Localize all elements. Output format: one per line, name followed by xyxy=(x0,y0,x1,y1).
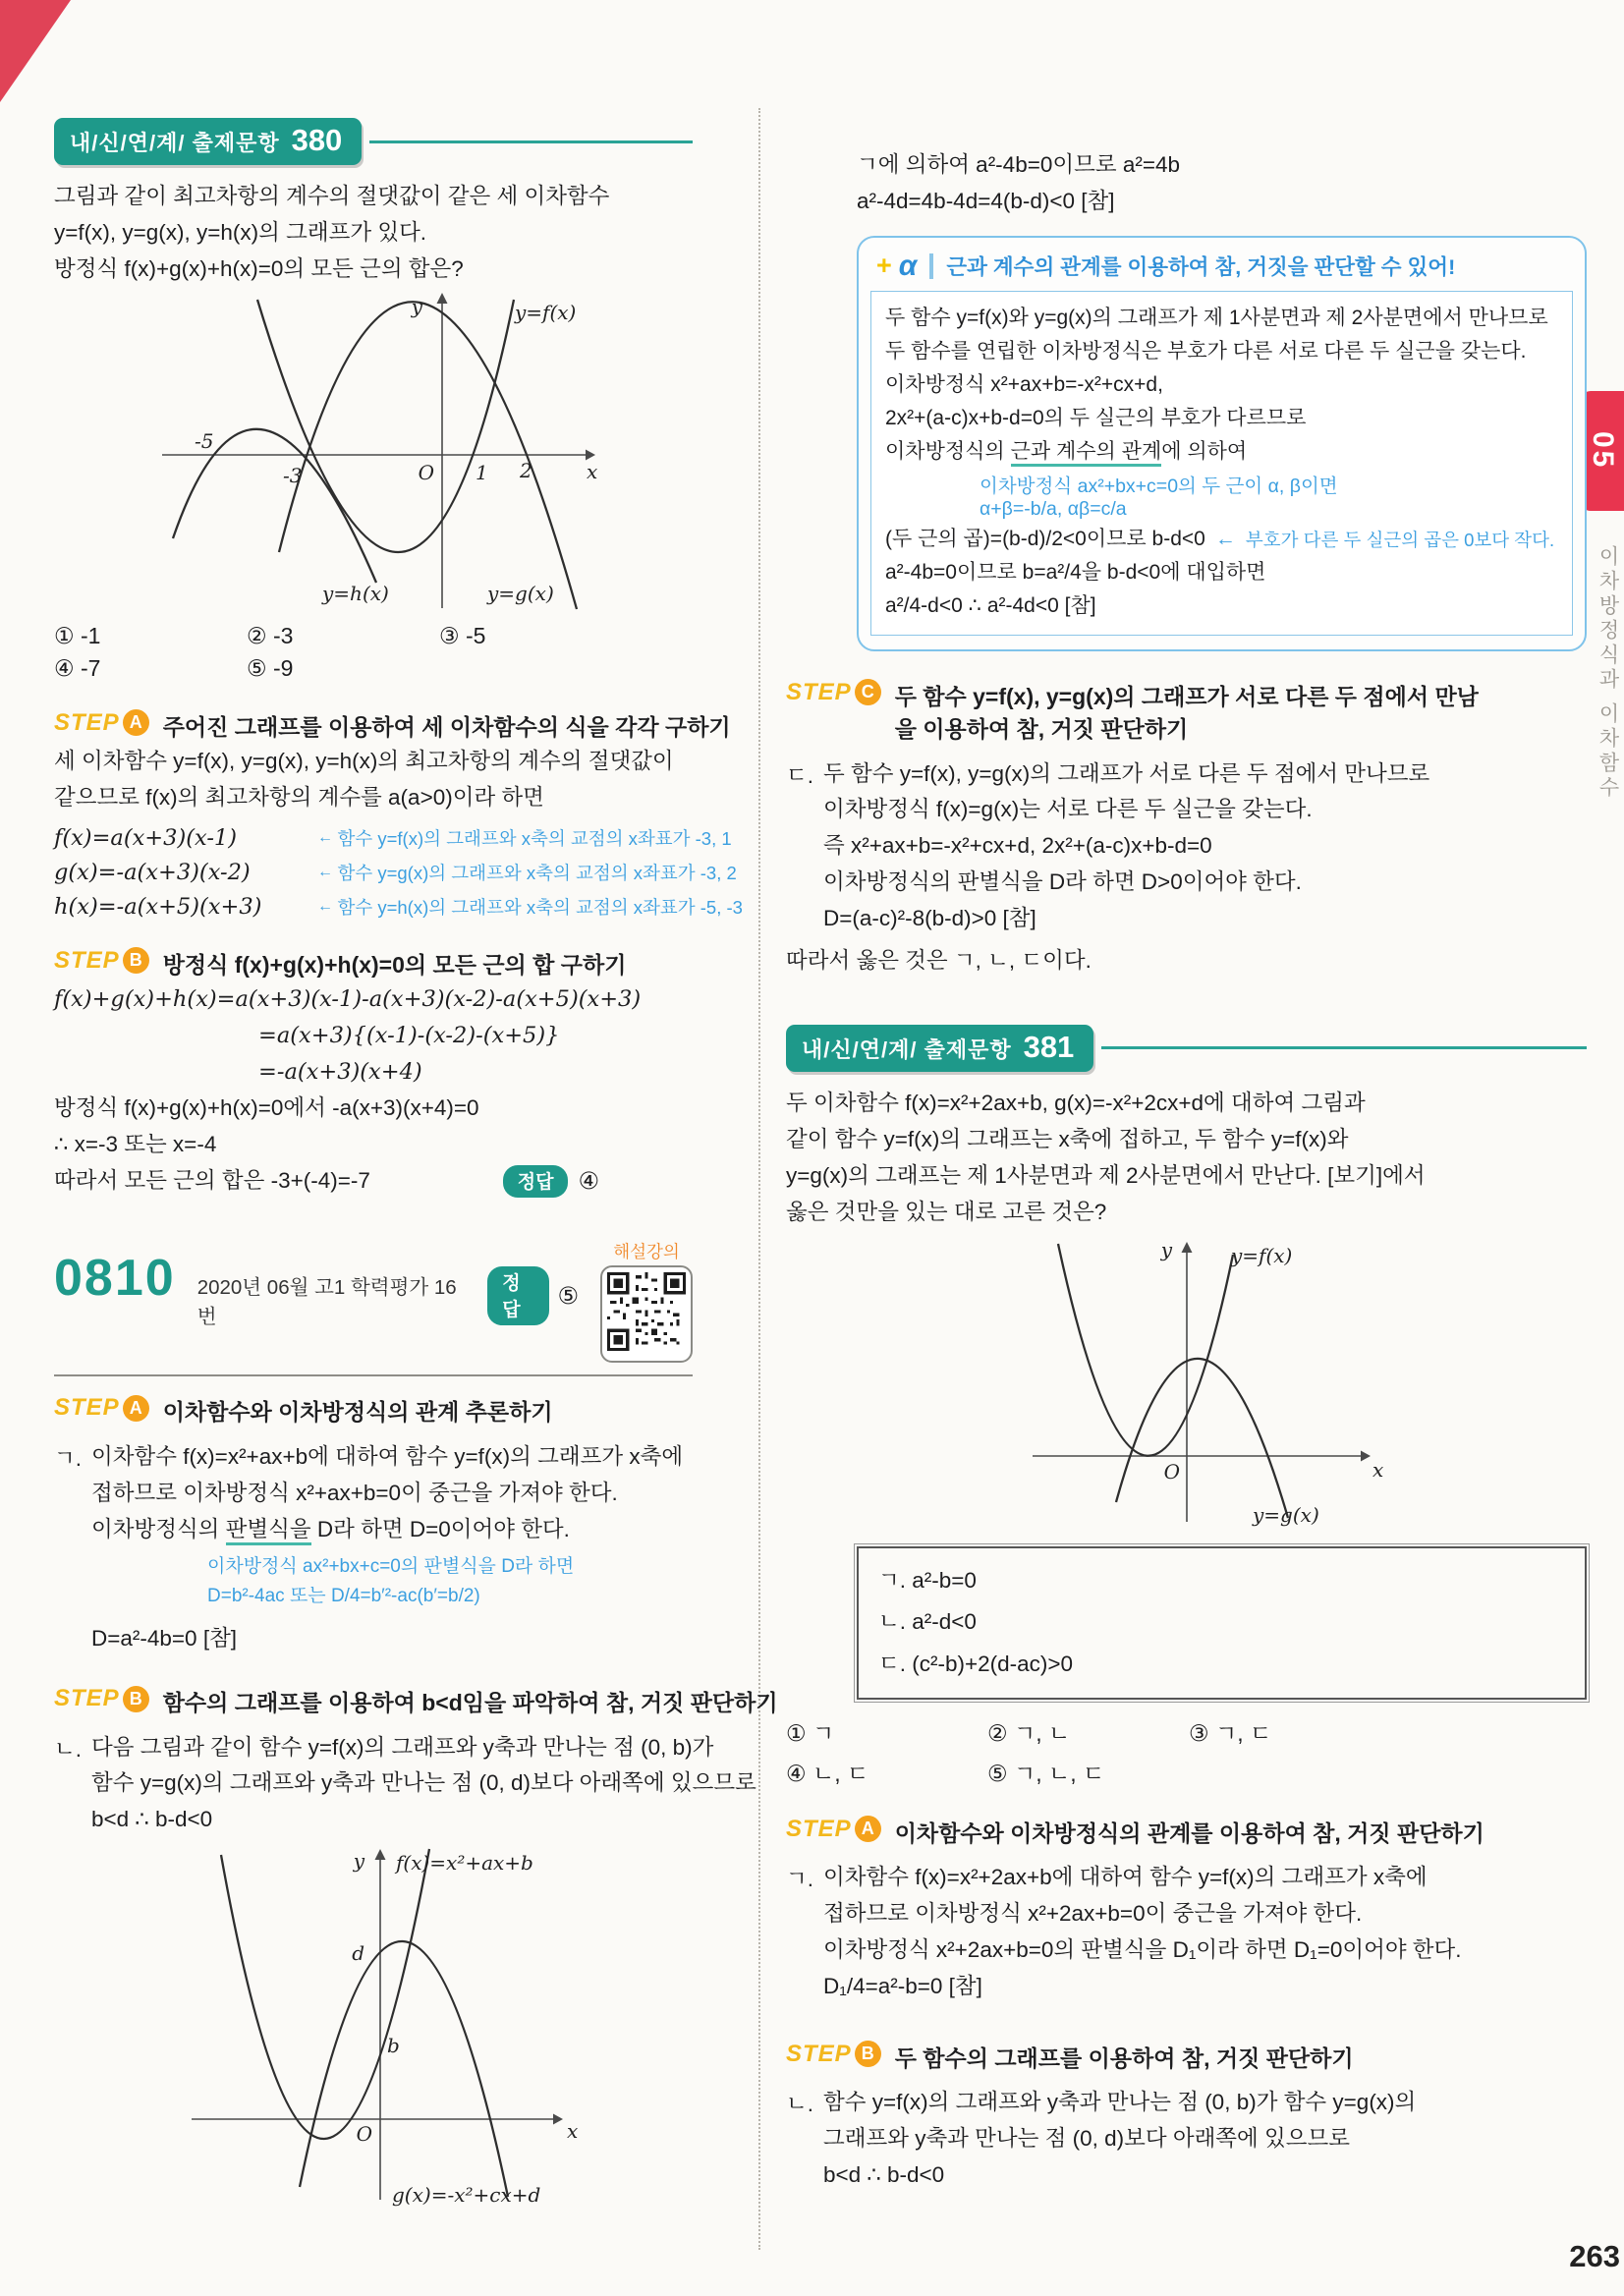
solution-line xyxy=(91,1512,693,1548)
tip-line: 2x²+(a-c)x+b-d=0의 두 실근의 부호가 다르므로 xyxy=(885,406,1307,429)
problem-380-header xyxy=(54,118,693,165)
step-badge xyxy=(54,709,149,737)
step-c xyxy=(786,679,1587,747)
step-a-380 xyxy=(54,708,731,744)
solution-line: 접하므로 이차방정식 x²+ax+b=0이 중근을 가져야 한다. xyxy=(91,1480,618,1505)
y-axis-label: y xyxy=(411,294,422,318)
item-marker: ㄷ. xyxy=(786,762,813,788)
alpha-icon: α xyxy=(898,249,918,282)
qr-code xyxy=(607,1272,686,1351)
column-divider xyxy=(758,108,760,2250)
equation-row-f xyxy=(54,824,732,851)
curve-g xyxy=(1116,1358,1288,1517)
figure-0810 xyxy=(54,1844,693,2217)
step-title: 이차함수와 이차방정식의 관계 추론하기 xyxy=(162,1399,553,1426)
solution-line: b<d ∴ b-d<0 xyxy=(91,1807,213,1832)
step-letter-icon: B xyxy=(123,1686,149,1712)
problem-380-statement xyxy=(54,179,693,288)
choices-380-row2 xyxy=(54,655,693,682)
solution-line: 세 이차함수 y=f(x), y=g(x), y=h(x)의 최고차항의 계수의 절댓값이 xyxy=(54,749,674,774)
badge-rule xyxy=(369,140,693,143)
b-label: b xyxy=(387,2034,400,2058)
choices-380-row1 xyxy=(54,623,693,649)
curve-g xyxy=(300,1941,508,2197)
tip-line: 두 함수를 연립한 이차방정식은 부호가 다른 서로 다른 두 실근을 갖는다. xyxy=(885,339,1527,363)
step-a-0810 xyxy=(54,1394,693,1428)
solution-line: 방정식 f(x)+g(x)+h(x)=0에서 -a(x+3)(x+4)=0 xyxy=(54,1094,479,1120)
equation-row-g xyxy=(54,859,737,885)
step-b-381 xyxy=(786,2041,1587,2075)
plus-alpha-header xyxy=(870,248,1573,291)
item-digeut xyxy=(786,756,1587,937)
step-word: STEP xyxy=(54,1394,120,1422)
left-arrow-icon: ← xyxy=(1214,527,1236,550)
statement-line: 두 이차함수 f(x)=x²+2ax+b, g(x)=-x²+2cx+d에 대하여 그림과 xyxy=(786,1090,1366,1115)
item-body xyxy=(823,756,1587,937)
problem-0810-header xyxy=(54,1242,693,1363)
equation-h: h(x)=-a(x+5)(x+3) xyxy=(54,893,262,920)
curve-f-label: f(x)=x²+ax+b xyxy=(396,1851,533,1876)
answer-pill: 정답 xyxy=(503,1165,569,1198)
solution-line: 즉 x²+ax+b=-x²+cx+d, 2x²+(a-c)x+b-d=0 xyxy=(823,833,1212,859)
item-body xyxy=(91,1730,756,1839)
blue-note-line: 이차방정식 ax²+bx+c=0의 두 근이 α, β이면 xyxy=(980,475,1338,497)
statement-line: y=f(x), y=g(x), y=h(x)의 그래프가 있다. xyxy=(54,219,427,245)
solution-line: =a(x+3){(x-1)-(x-2)-(x+5)} xyxy=(258,1023,560,1049)
origin-label: O xyxy=(418,460,434,484)
chapter-tab xyxy=(1581,391,1624,511)
answer-0810 xyxy=(487,1266,579,1325)
tick-1: 1 xyxy=(476,460,488,484)
item-marker: ㄴ. xyxy=(786,2092,813,2116)
solution-line: ㄱ에 의하여 a²-4b=0이므로 a²=4b xyxy=(857,152,1180,177)
page-corner-decoration xyxy=(0,0,71,102)
item-marker: ㄴ. xyxy=(54,1736,82,1762)
qr-block xyxy=(600,1239,693,1363)
tick-minus5: -5 xyxy=(195,428,214,453)
choice-1: ① ㄱ xyxy=(786,1719,835,1746)
curve-f xyxy=(257,300,514,552)
left-arrow-icon: ← xyxy=(317,897,333,915)
equation-note: 함수 y=f(x)의 그래프와 x축의 교점의 x좌표가 -3, 1 xyxy=(337,827,732,849)
plus-icon: + xyxy=(876,251,892,281)
item-nieun xyxy=(786,2085,1587,2194)
solution-line: 이차방정식 x²+2ax+b=0의 판별식을 D₁이라 하면 D₁=0이어야 한다. xyxy=(823,1936,1462,1962)
continued-solution xyxy=(857,147,1587,220)
blue-note-line: 이차방정식 ax²+bx+c=0의 판별식을 D라 하면 xyxy=(207,1555,575,1577)
item-giyeok xyxy=(54,1439,693,1657)
tip-line xyxy=(885,435,1558,469)
solution-line: 이차방정식의 판별식을 D라 하면 D>0이어야 한다. xyxy=(823,869,1302,895)
graph-380 xyxy=(147,288,599,612)
statement-line: y=g(x)의 그래프는 제 1사분면과 제 2사분면에서 만난다. [보기]에서 xyxy=(786,1162,1426,1188)
badge-rule xyxy=(1101,1046,1587,1049)
item-body xyxy=(91,1439,693,1657)
origin-label: O xyxy=(1163,1459,1180,1484)
solution-line: b<d ∴ b-d<0 xyxy=(823,2161,945,2187)
qr-frame xyxy=(600,1265,693,1363)
line-part: D라 하면 D=0이어야 한다. xyxy=(310,1516,570,1541)
origin-label: O xyxy=(356,2122,372,2147)
blue-note xyxy=(91,1552,693,1612)
statement-line: 옳은 것만을 있는 대로 고른 것은? xyxy=(786,1199,1107,1224)
step-a-381 xyxy=(786,1816,1587,1850)
tip-title: 근과 계수의 관계를 이용하여 참, 거짓을 판단할 수 있어! xyxy=(946,255,1456,280)
statement-line: 같이 함수 y=f(x)의 그래프는 x축에 접하고, 두 함수 y=f(x)와 xyxy=(786,1126,1349,1151)
x-axis-arrow xyxy=(1361,1450,1371,1461)
equation-g: g(x)=-a(x+3)(x-2) xyxy=(54,859,251,885)
step-title: 이차함수와 이차방정식의 관계를 이용하여 참, 거짓 판단하기 xyxy=(894,1820,1484,1846)
tip-line: 두 함수 y=f(x)와 y=g(x)의 그래프가 제 1사분면과 제 2사분면에서 만나므로 xyxy=(885,306,1548,329)
problem-source: 2020년 06월 고1 학력평가 16번 xyxy=(196,1276,457,1329)
blue-note-line: D=b²-4ac 또는 D/4=b′²-ac(b′=b/2) xyxy=(207,1585,480,1606)
step-title: 함수의 그래프를 이용하여 b<d임을 파악하여 참, 거짓 판단하기 xyxy=(162,1690,778,1716)
equation-row-h xyxy=(54,893,743,920)
step-word: STEP xyxy=(54,946,120,974)
choice-3: ③ ㄱ, ㄷ xyxy=(1189,1719,1272,1746)
tip-line: (두 근의 곱)=(b-d)/2<0이므로 b-d<0 xyxy=(885,527,1205,550)
step-word: STEP xyxy=(786,2040,852,2067)
choice-2: ② ㄱ, ㄴ xyxy=(987,1719,1071,1746)
solution-line: D₁/4=a²-b=0 [참] xyxy=(823,1973,982,1998)
tip-line: 이차방정식 x²+ax+b=-x²+cx+d, xyxy=(885,372,1163,396)
solution-line: 따라서 모든 근의 합은 -3+(-4)=-7 xyxy=(54,1167,370,1193)
equation-f: f(x)=a(x+3)(x-1) xyxy=(54,824,238,851)
problem-number: 0810 xyxy=(54,1250,176,1308)
y-axis-arrow xyxy=(437,293,448,304)
qr-label: 해설강의 xyxy=(613,1242,680,1262)
step-letter-icon: A xyxy=(855,1816,881,1842)
tip-line-with-note xyxy=(885,523,1558,556)
step-b-0810 xyxy=(54,1685,778,1719)
step-word: STEP xyxy=(786,1815,852,1842)
choices-381-row2 xyxy=(786,1756,1587,1788)
x-axis-label: x xyxy=(567,2119,579,2144)
solution-line: 그래프와 y축과 만나는 점 (0, d)보다 아래쪽에 있으므로 xyxy=(823,2125,1350,2151)
step-b-380 xyxy=(54,947,693,981)
step-badge xyxy=(54,1685,149,1712)
tick-2: 2 xyxy=(520,458,532,482)
solution-line: D=a²-4b=0 [참] xyxy=(91,1626,238,1652)
problem-381-header xyxy=(786,1025,1587,1072)
boki-line: ㄴ. a²-d<0 xyxy=(878,1609,977,1635)
step-title-line: 두 함수 y=f(x), y=g(x)의 그래프가 서로 다른 두 점에서 만남 xyxy=(894,683,1479,709)
plus-alpha-box xyxy=(857,236,1587,651)
blue-note-line: α+β=-b/a, αβ=c/a xyxy=(980,497,1127,520)
step-badge xyxy=(786,2041,881,2068)
y-axis-arrow xyxy=(1181,1242,1192,1253)
step-word: STEP xyxy=(786,678,852,705)
figure-380 xyxy=(54,288,693,617)
vertical-bar xyxy=(929,253,933,279)
line-part: 에 의하여 xyxy=(1161,439,1248,463)
choice-4: ④ -7 xyxy=(54,654,101,681)
problem-380-badge xyxy=(54,118,362,165)
boki-box xyxy=(857,1546,1587,1700)
tip-body xyxy=(870,291,1573,636)
left-column xyxy=(54,118,778,2217)
solution-line: 같으므로 f(x)의 최고차항의 계수를 a(a>0)이라 하면 xyxy=(54,784,544,810)
item-nieun xyxy=(54,1730,756,1839)
step-title xyxy=(895,679,1479,747)
x-axis-arrow xyxy=(586,449,595,460)
y-axis-label: y xyxy=(1160,1237,1172,1261)
x-axis-label: x xyxy=(1372,1457,1383,1482)
step-letter-icon: A xyxy=(123,1395,149,1422)
badge-label: 내/신/연/계/ 출제문항 xyxy=(70,131,280,155)
underlined-term: 근과 계수의 관계 xyxy=(1011,440,1162,467)
item-body xyxy=(823,1860,1587,2005)
tick-minus3: -3 xyxy=(283,463,303,487)
step-title-line: 을 이용하여 참, 거짓 판단하기 xyxy=(894,716,1189,743)
solution-line: =-a(x+3)(x+4) xyxy=(258,1058,422,1085)
step-word: STEP xyxy=(54,708,120,736)
choice-4: ④ ㄴ, ㄷ xyxy=(786,1760,869,1786)
boki-line: ㄷ. (c²-b)+2(d-ac)>0 xyxy=(878,1652,1074,1676)
y-axis-label: y xyxy=(353,1849,364,1874)
tip-line: a²-4b=0이므로 b=a²/4을 b-d<0에 대입하면 xyxy=(885,560,1266,584)
solution-line: 이차함수 f(x)=x²+2ax+b에 대하여 함수 y=f(x)의 그래프가 x축에 xyxy=(823,1865,1428,1890)
solution-line: 이차방정식 f(x)=g(x)는 서로 다른 두 실근을 갖는다. xyxy=(823,797,1313,822)
step-badge xyxy=(786,1816,881,1843)
equation-note: 함수 y=h(x)의 그래프와 x축의 교점의 x좌표가 -5, -3 xyxy=(337,896,743,918)
section-rule xyxy=(54,1374,693,1376)
solution-line: D=(a-c)²-8(b-d)>0 [참] xyxy=(823,906,1036,931)
step-title: 방정식 f(x)+g(x)+h(x)=0의 모든 근의 합 구하기 xyxy=(162,951,627,978)
curve-g-label: y=g(x) xyxy=(1252,1502,1319,1527)
line-part: 이차방정식의 xyxy=(91,1516,226,1541)
step-word: STEP xyxy=(54,1685,120,1712)
tip-line: a²/4-d<0 ∴ a²-4d<0 [참] xyxy=(885,593,1096,617)
left-arrow-icon: ← xyxy=(317,828,333,846)
solution-line: 두 함수 y=f(x), y=g(x)의 그래프가 서로 다른 두 점에서 만나므로 xyxy=(823,760,1430,786)
answer-value: ④ xyxy=(578,1168,599,1196)
equation-note: 함수 y=g(x)의 그래프와 x축의 교점의 x좌표가 -3, 2 xyxy=(337,862,737,883)
problem-381-statement xyxy=(786,1086,1587,1231)
step-badge xyxy=(54,1394,149,1422)
page-number: 263 xyxy=(1569,2239,1620,2273)
curve-h-label: y=h(x) xyxy=(322,581,389,605)
curve-g-label: y=g(x) xyxy=(487,581,554,605)
choices-381-row1 xyxy=(786,1715,1587,1748)
item-marker: ㄱ. xyxy=(786,1867,813,1892)
graph-0810 xyxy=(162,1844,585,2212)
solution-line: ∴ x=-3 또는 x=-4 xyxy=(54,1131,217,1156)
curve-f xyxy=(221,1849,429,2139)
y-axis-arrow xyxy=(375,1849,386,1860)
solution-line: 함수 y=g(x)의 그래프와 y축과 만나는 점 (0, d)보다 아래쪽에 있으므로 xyxy=(91,1770,756,1796)
solution-line: 함수 y=f(x)의 그래프와 y축과 만나는 점 (0, b)가 함수 y=g(x)의 xyxy=(823,2090,1417,2114)
item-marker: ㄱ. xyxy=(54,1445,82,1471)
x-axis-label: x xyxy=(587,459,598,483)
step-letter-icon: B xyxy=(855,2041,881,2067)
item-giyeok xyxy=(786,1860,1587,2005)
answer-value: ⑤ xyxy=(557,1282,579,1310)
right-column xyxy=(786,147,1587,2194)
d-label: d xyxy=(352,1941,364,1966)
blue-note xyxy=(885,471,1558,521)
solution-line: a²-4d=4b-4d=4(b-d)<0 [참] xyxy=(857,188,1115,213)
step-letter-icon: C xyxy=(855,679,881,705)
choice-1: ① -1 xyxy=(54,622,101,648)
chapter-side-caption: 이차방정식과 이차함수 xyxy=(1596,545,1619,801)
line-part: 이차방정식의 xyxy=(885,439,1011,463)
figure-381 xyxy=(786,1235,1587,1535)
badge-number: 380 xyxy=(291,123,343,157)
chapter-tab-number: 05 xyxy=(1587,431,1619,471)
statement-line: 그림과 같이 최고차항의 계수의 절댓값이 같은 세 이차함수 xyxy=(54,184,610,208)
underlined-term: 판별식을 xyxy=(226,1517,311,1545)
graph-381 xyxy=(985,1235,1388,1530)
curve-f xyxy=(1058,1244,1233,1456)
choice-5: ⑤ ㄱ, ㄴ, ㄷ xyxy=(987,1760,1105,1786)
choice-2: ② -3 xyxy=(247,622,294,648)
statement-line: 방정식 f(x)+g(x)+h(x)=0의 모든 근의 합은? xyxy=(54,255,464,281)
conclusion-line: 따라서 옳은 것은 ㄱ, ㄴ, ㄷ이다. xyxy=(786,948,1092,974)
step-title: 주어진 그래프를 이용하여 세 이차함수의 식을 각각 구하기 xyxy=(162,713,731,740)
item-body xyxy=(823,2085,1587,2194)
arrow-note: 부호가 다른 두 실근의 곱은 0보다 작다. xyxy=(1245,529,1555,550)
step-letter-icon: A xyxy=(123,709,149,736)
curve-g-label: g(x)=-x²+cx+d xyxy=(392,2183,541,2208)
boki-line: ㄱ. a²-b=0 xyxy=(878,1567,977,1593)
solution-line: 접하므로 이차방정식 x²+2ax+b=0이 중근을 가져야 한다. xyxy=(823,1900,1363,1926)
solution-line: 이차함수 f(x)=x²+ax+b에 대하여 함수 y=f(x)의 그래프가 x축에 xyxy=(91,1443,684,1469)
solution-line: 다음 그림과 같이 함수 y=f(x)의 그래프와 y축과 만나는 점 (0, b)가 xyxy=(91,1734,714,1760)
left-arrow-icon: ← xyxy=(317,863,333,880)
answer-pill: 정답 xyxy=(487,1266,549,1325)
curve-f-label: y=f(x) xyxy=(515,300,577,324)
solution-line: f(x)+g(x)+h(x)=a(x+3)(x-1)-a(x+3)(x-2)-a(x+5)(x+3) xyxy=(54,986,642,1013)
step-letter-icon: B xyxy=(123,947,149,974)
x-axis-arrow xyxy=(553,2114,563,2125)
problem-381-badge xyxy=(786,1025,1093,1072)
curve-f-label: y=f(x) xyxy=(1230,1243,1292,1267)
choice-5: ⑤ -9 xyxy=(247,654,294,681)
step-badge xyxy=(786,679,881,706)
badge-label: 내/신/연/계/ 출제문항 xyxy=(802,1036,1012,1062)
step-badge xyxy=(54,947,149,975)
badge-number: 381 xyxy=(1023,1029,1075,1064)
choice-3: ③ -5 xyxy=(439,622,486,648)
step-title: 두 함수의 그래프를 이용하여 참, 거짓 판단하기 xyxy=(894,2044,1354,2071)
